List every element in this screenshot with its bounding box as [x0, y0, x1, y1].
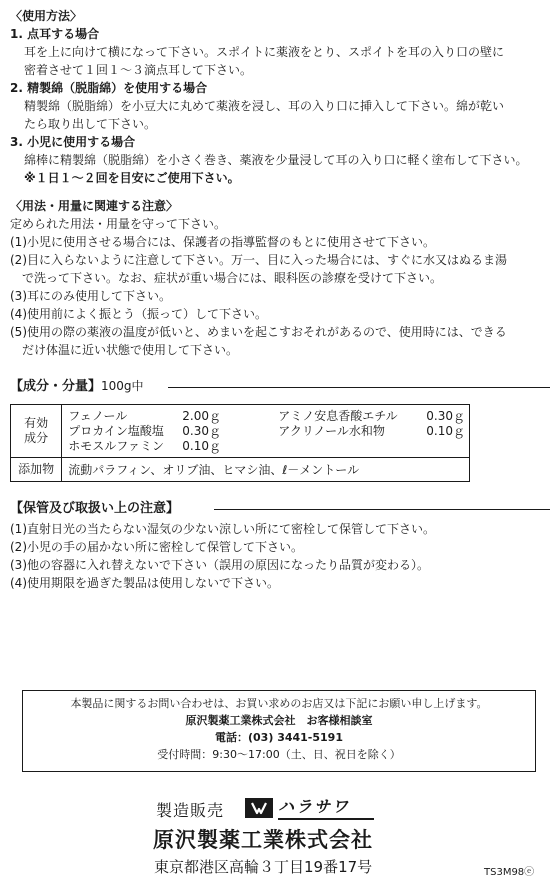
active-label-line-1: 有効	[24, 416, 49, 430]
ingredients-per: 100g中	[101, 379, 144, 393]
storage-heading: 【保管及び取扱い上の注意】	[10, 501, 180, 516]
precaution-item-1: (1)小児に使用させる場合には、保護者の指導監督のもとに使用させて下さい。	[10, 235, 436, 249]
contact-company: 原沢製薬工業株式会社 お客様相談室	[185, 714, 373, 727]
ingredient-amount: 0.10ｇ	[182, 439, 221, 453]
ingredients-table	[10, 404, 470, 482]
additives-row	[11, 458, 470, 482]
company-logo-text: ハラサワ	[278, 796, 374, 820]
precautions-heading: 〈用法・用量に関連する注意〉	[10, 199, 179, 213]
contact-phone: 電話：(03) 3441-5191	[215, 731, 343, 744]
ingredient-row	[68, 424, 465, 439]
usage-item-2-line-2: たら取り出して下さい。	[24, 117, 157, 131]
usage-item-1-line-1: 耳を上に向けて横になって下さい。スポイトに薬液をとり、スポイトを耳の入り口の壁に	[24, 45, 505, 59]
ingredient-row	[68, 409, 465, 424]
precaution-item-3: (3)耳にのみ使用して下さい。	[10, 289, 171, 303]
additives-label: 添加物	[11, 458, 62, 482]
usage-heading: 〈使用方法〉	[10, 9, 83, 23]
ingredient-name: ホモスルファミン	[68, 439, 165, 453]
storage-item-1: (1)直射日光の当たらない湿気の少ない涼しい所にて密栓して保管して下さい。	[10, 522, 436, 536]
storage-item-2: (2)小児の手の届かない所に密栓して保管して下さい。	[10, 540, 304, 554]
additives-list: 流動パラフィン、オリブ油、ヒマシ油、ℓ－メントール	[62, 458, 470, 482]
precaution-item-2-line-2: で洗って下さい。なお、症状が重い場合には、眼科医の診療を受けて下さい。	[10, 271, 443, 285]
usage-item-1-line-2: 密着させて１回１～３滴点耳して下さい。	[24, 63, 253, 77]
logo-mark-icon	[249, 800, 269, 816]
precautions-intro: 定められた用法・用量を守って下さい。	[10, 217, 227, 231]
ingredient-name: プロカイン塩酸塩	[68, 424, 164, 438]
usage-item-2-line-1: 精製綿（脱脂綿）を小豆大に丸めて薬液を浸し、耳の入り口に挿入して下さい。綿が乾い	[24, 99, 505, 113]
usage-item-1-title: 1. 点耳する場合	[10, 27, 100, 41]
ingredient-amount: 2.00ｇ	[182, 409, 221, 423]
precaution-item-2-line-1: (2)目に入らないように注意して下さい。万一、目に入った場合には、すぐに水又はぬるま湯	[10, 253, 508, 267]
company-address: 東京都港区高輪３丁目19番17号	[154, 858, 373, 876]
ingredient-amount: 0.30ｇ	[182, 424, 221, 438]
storage-item-4: (4)使用期限を過ぎた製品は使用しないで下さい。	[10, 576, 279, 590]
ingredient-name: アミノ安息香酸エチル	[278, 409, 398, 423]
ingredient-amount: 0.10ｇ	[426, 424, 465, 438]
active-ingredients-label	[11, 405, 62, 458]
precaution-item-5-line-2: だけ体温に近い状態で使用して下さい。	[10, 343, 239, 357]
precaution-item-4: (4)使用前によく振とう（振って）して下さい。	[10, 307, 267, 321]
usage-item-3-line-1: 綿棒に精製綿（脱脂綿）を小さく巻き、薬液を少量浸して耳の入り口に軽く塗布して下さい。	[24, 153, 528, 167]
storage-divider	[214, 509, 550, 510]
active-label-line-2: 成分	[24, 431, 49, 445]
ingredient-amount: 0.30ｇ	[426, 409, 465, 423]
usage-item-2-title: 2. 精製綿（脱脂綿）を使用する場合	[10, 81, 208, 95]
precaution-item-5-line-1: (5)使用の際の薬液の温度が低いと、めまいを起こすおそれがあるので、使用時には、できる	[10, 325, 507, 339]
maker-label: 製造販売	[156, 801, 225, 820]
company-name: 原沢製薬工業株式会社	[153, 828, 373, 852]
ingredient-name: フェノール	[68, 409, 128, 423]
ingredient-row	[68, 439, 465, 454]
ingredients-header	[10, 378, 144, 395]
company-logo-icon	[245, 798, 273, 818]
active-ingredients-cell	[62, 405, 470, 458]
ingredients-divider	[168, 387, 550, 388]
usage-item-3-title: 3. 小児に使用する場合	[10, 135, 136, 149]
contact-intro: 本製品に関するお問い合わせは、お買い求めのお店又は下記にお願い申し上げます。	[70, 697, 488, 710]
product-code: TS3M98ⓔ	[484, 867, 535, 878]
usage-item-3-note: ※１日１～２回を目安にご使用下さい。	[24, 171, 240, 185]
ingredients-heading: 【成分・分量】	[10, 379, 102, 394]
ingredient-name: アクリノール水和物	[278, 424, 385, 438]
active-ingredients-row	[11, 405, 470, 458]
contact-box	[22, 690, 536, 772]
storage-item-3: (3)他の容器に入れ替えないで下さい（誤用の原因になったり品質が変わる）。	[10, 558, 430, 572]
contact-hours: 受付時間：9:30～17:00（土、日、祝日を除く）	[157, 748, 401, 761]
